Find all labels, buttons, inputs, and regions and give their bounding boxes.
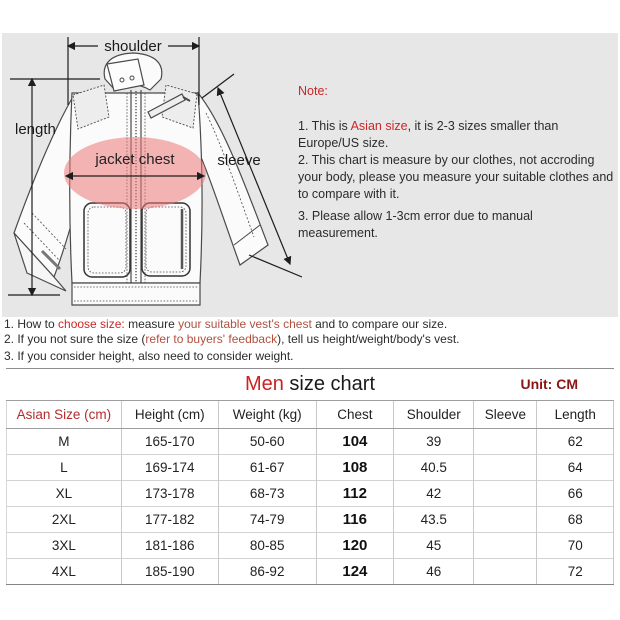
jacket-diagram-illustration <box>2 33 302 317</box>
cell-chest: 116 <box>316 507 394 533</box>
table-row <box>7 559 614 585</box>
note-item-2: 2. This chart is measure by our clothes, not accroding your body, please you measure your suitable clothes and to compare with it. <box>298 153 614 201</box>
cell-size: 2XL <box>7 507 122 533</box>
cell-shoulder: 39 <box>394 429 474 455</box>
header-asian-size: Asian Size (cm) <box>7 401 122 429</box>
cell-size: XL <box>7 481 122 507</box>
size-table <box>6 401 614 584</box>
header-chest: Chest <box>316 401 394 429</box>
note-1-text-end: , it is 2-3 sizes smaller than Europe/US size. <box>298 119 559 150</box>
cell-size: M <box>7 429 122 455</box>
cell-length: 68 <box>537 507 614 533</box>
cell-shoulder: 43.5 <box>394 507 474 533</box>
tip-2-highlight: refer to buyers' feedback <box>145 331 278 346</box>
cell-length: 72 <box>537 559 614 585</box>
tip-1-text-b: measure <box>124 317 179 331</box>
sleeve-label: sleeve <box>217 152 261 169</box>
length-label: length <box>15 121 56 138</box>
header-height: Height (cm) <box>121 401 218 429</box>
header-sleeve: Sleeve <box>474 401 537 429</box>
cell-length: 70 <box>537 533 614 559</box>
tip-1-highlight-b: your suitable vest's chest <box>178 317 312 331</box>
note-item-1 <box>298 118 616 152</box>
cell-sleeve <box>474 507 537 533</box>
header-weight: Weight (kg) <box>218 401 316 429</box>
tip-2-text-b: ), tell us height/weight/body's vest. <box>277 331 460 346</box>
cell-length: 64 <box>537 455 614 481</box>
cell-sleeve <box>474 481 537 507</box>
cell-sleeve <box>474 429 537 455</box>
cell-height: 173-178 <box>121 481 218 507</box>
cell-height: 169-174 <box>121 455 218 481</box>
tip-line-3: 3. If you consider height, also need to consider weight. <box>4 349 294 363</box>
cell-chest: 108 <box>316 455 394 481</box>
cell-length: 62 <box>537 429 614 455</box>
tip-1-text-c: and to compare our size. <box>311 317 448 331</box>
tip-2-text: 2. If you not sure the size ( <box>4 331 146 346</box>
cell-height: 177-182 <box>121 507 218 533</box>
table-row <box>7 429 614 455</box>
cell-shoulder: 42 <box>394 481 474 507</box>
cell-sleeve <box>474 533 537 559</box>
tip-1-text: 1. How to <box>4 317 59 331</box>
header-shoulder: Shoulder <box>394 401 474 429</box>
unit-label: Unit: CM <box>520 376 578 392</box>
cell-weight: 50-60 <box>218 429 316 455</box>
note-heading: Note: <box>298 84 328 98</box>
sleeve-top-tick <box>202 74 234 98</box>
measurement-diagram-panel <box>2 33 618 317</box>
cell-height: 181-186 <box>121 533 218 559</box>
cell-weight: 74-79 <box>218 507 316 533</box>
chart-title-band <box>6 369 614 401</box>
cell-weight: 80-85 <box>218 533 316 559</box>
cell-chest: 124 <box>316 559 394 585</box>
men-size-chart-section <box>6 368 614 585</box>
chart-title-rest: size chart <box>283 373 376 395</box>
cell-chest: 104 <box>316 429 394 455</box>
tip-1-highlight-a: choose size: <box>58 317 125 331</box>
cell-sleeve <box>474 559 537 585</box>
note-1-highlight: Asian size <box>350 119 408 133</box>
cell-size: 3XL <box>7 533 122 559</box>
note-1-text: 1. This is <box>298 119 351 133</box>
shoulder-label: shoulder <box>104 38 162 55</box>
cell-height: 165-170 <box>121 429 218 455</box>
tip-line-2 <box>4 332 616 347</box>
cell-chest: 112 <box>316 481 394 507</box>
table-row <box>7 481 614 507</box>
table-row <box>7 455 614 481</box>
sizing-tips-list <box>4 317 616 364</box>
note-item-3: 3. Please allow 1-3cm error due to manual measurement. <box>298 209 533 240</box>
cell-weight: 68-73 <box>218 481 316 507</box>
tip-line-1 <box>4 317 616 332</box>
cell-size: L <box>7 455 122 481</box>
cell-weight: 61-67 <box>218 455 316 481</box>
cell-weight: 86-92 <box>218 559 316 585</box>
cell-shoulder: 40.5 <box>394 455 474 481</box>
chart-title-red: Men <box>244 373 284 395</box>
table-header-row <box>7 401 614 429</box>
table-row <box>7 533 614 559</box>
chest-highlight-ellipse <box>64 137 206 209</box>
cell-sleeve <box>474 455 537 481</box>
cell-chest: 120 <box>316 533 394 559</box>
jacket-chest-label: jacket chest <box>95 151 175 168</box>
cell-size: 4XL <box>7 559 122 585</box>
header-length: Length <box>537 401 614 429</box>
sleeve-bottom-tick <box>249 255 302 277</box>
cell-shoulder: 45 <box>394 533 474 559</box>
table-row <box>7 507 614 533</box>
cell-length: 66 <box>537 481 614 507</box>
cell-shoulder: 46 <box>394 559 474 585</box>
cell-height: 185-190 <box>121 559 218 585</box>
